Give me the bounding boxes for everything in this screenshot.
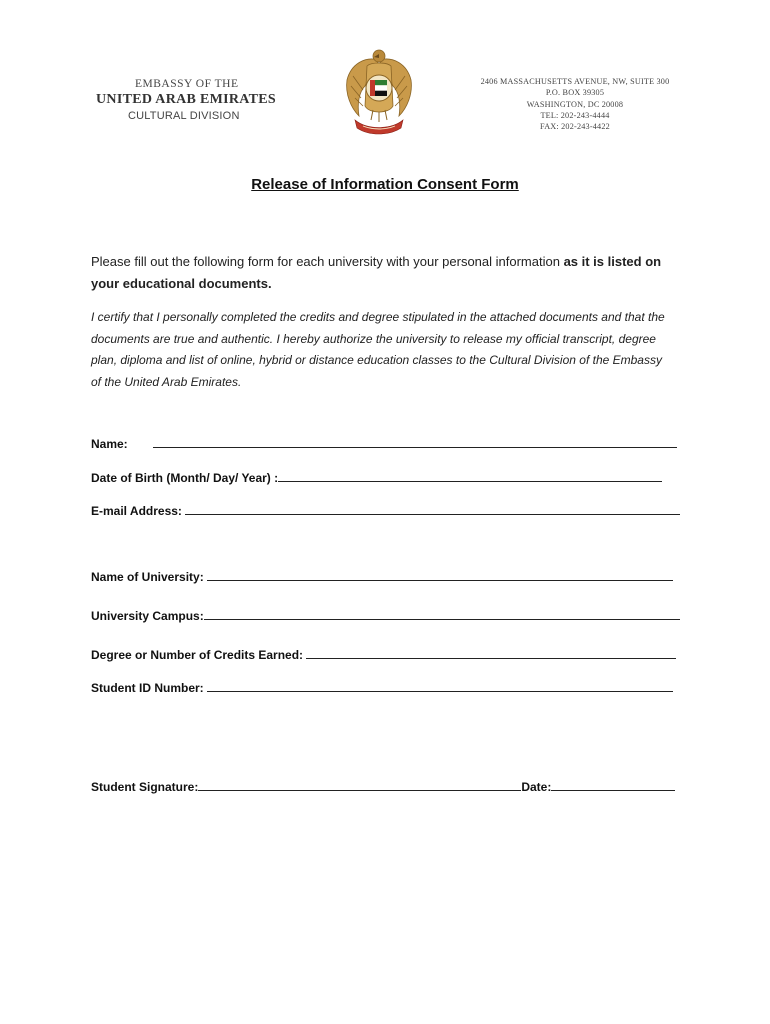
email-label: E-mail Address: [91,504,182,518]
embassy-address-block [470,76,680,132]
address-line-city: WASHINGTON, DC 20008 [526,99,624,109]
university-line[interactable] [207,568,673,581]
address-line-pobox: P.O. BOX 39305 [545,88,605,98]
embassy-name-block [96,78,296,122]
header-division: CULTURAL DIVISION [128,110,240,122]
university-label: Name of University: [91,570,204,584]
address-line-fax: FAX: 202-243-4422 [540,122,610,132]
name-line[interactable] [153,435,677,448]
header-country: UNITED ARAB EMIRATES [96,92,276,107]
campus-line[interactable] [204,607,680,620]
intro-text: Please fill out the following form for each university with your personal information [91,254,564,269]
date-label: Date: [521,780,552,794]
name-field-row [91,435,677,451]
name-label: Name: [91,437,128,451]
header-embassy-of: EMBASSY OF THE [135,78,239,90]
intro-bold-text: as it is listed on your educational documents. [91,254,662,291]
email-line[interactable] [185,502,680,515]
degree-label: Degree or Number of Credits Earned: [91,648,304,662]
university-field-row [91,568,673,584]
student-id-line[interactable] [207,679,673,692]
email-field-row [91,502,680,518]
dob-label: Date of Birth (Month/ Day/ Year) : [91,471,279,485]
student-id-label: Student ID Number: [91,681,204,695]
address-line-street: 2406 MASSACHUSETTS AVENUE, NW, SUITE 300 [480,77,670,86]
student-id-field-row [91,679,673,695]
degree-line[interactable] [306,646,676,659]
uae-falcon-emblem-icon [343,46,415,140]
degree-field-row [91,646,676,662]
form-title: Release of Information Consent Form [251,176,519,193]
date-line[interactable] [551,778,675,791]
campus-label: University Campus: [91,609,204,623]
signature-line[interactable] [198,778,521,791]
signature-label: Student Signature: [91,780,199,794]
intro-paragraph [91,251,671,295]
address-line-tel: TEL: 202-243-4444 [540,110,610,120]
dob-field-row [91,469,662,485]
campus-field-row [91,607,680,623]
dob-line[interactable] [278,469,662,482]
signature-field-row [91,778,675,794]
certification-statement: I certify that I personally completed the credits and degree stipulated in the attached documents and that the documents are true and authentic. I hereby authorize the university to release my official transcript, degree plan, diploma and list of online, hybrid or distance education classes to the Cultural Division of the Embassy of the United Arab Emirates. [91,310,665,389]
